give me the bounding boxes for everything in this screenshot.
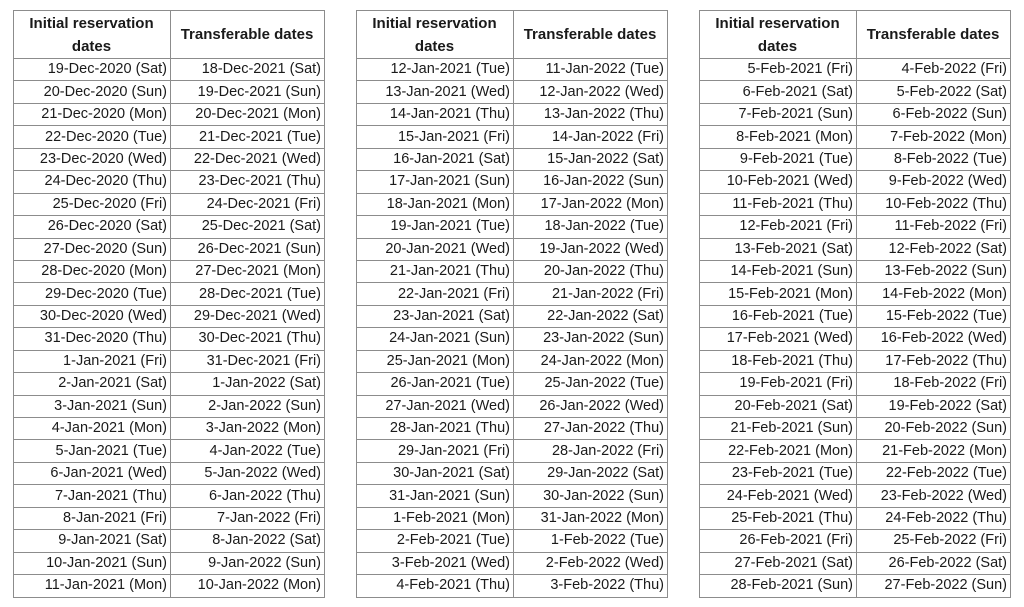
table-row (357, 216, 668, 238)
initial-date-cell: 22-Dec-2020 (Tue) (14, 126, 171, 148)
table-row (700, 126, 1011, 148)
table-row (357, 81, 668, 103)
table-body (357, 59, 668, 598)
table-row (14, 530, 325, 552)
transferable-date-cell: 26-Dec-2021 (Sun) (171, 238, 325, 260)
transferable-date-cell: 23-Feb-2022 (Wed) (857, 485, 1011, 507)
table-row (14, 103, 325, 125)
initial-date-cell: 21-Dec-2020 (Mon) (14, 103, 171, 125)
initial-date-cell: 28-Jan-2021 (Thu) (357, 418, 514, 440)
initial-date-cell: 7-Feb-2021 (Sun) (700, 103, 857, 125)
table-row (357, 328, 668, 350)
initial-date-cell: 31-Jan-2021 (Sun) (357, 485, 514, 507)
table-row (357, 395, 668, 417)
header-row (357, 11, 668, 59)
table-row (700, 260, 1011, 282)
transferable-date-cell: 25-Jan-2022 (Tue) (514, 373, 668, 395)
transferable-date-cell: 20-Feb-2022 (Sun) (857, 418, 1011, 440)
initial-date-cell: 22-Jan-2021 (Fri) (357, 283, 514, 305)
transferable-date-cell: 26-Feb-2022 (Sat) (857, 552, 1011, 574)
initial-date-cell: 6-Feb-2021 (Sat) (700, 81, 857, 103)
transferable-date-cell: 19-Feb-2022 (Sat) (857, 395, 1011, 417)
table-row (14, 395, 325, 417)
transferable-date-cell: 29-Dec-2021 (Wed) (171, 305, 325, 327)
table-row (357, 171, 668, 193)
table-row (14, 81, 325, 103)
transferable-date-cell: 24-Dec-2021 (Fri) (171, 193, 325, 215)
table-row (700, 328, 1011, 350)
table-row (357, 440, 668, 462)
table-row (357, 373, 668, 395)
transferable-dates-header: Transferable dates (857, 11, 1011, 59)
table-row (357, 575, 668, 597)
initial-date-cell: 4-Jan-2021 (Mon) (14, 418, 171, 440)
initial-date-cell: 24-Dec-2020 (Thu) (14, 171, 171, 193)
initial-date-cell: 29-Dec-2020 (Tue) (14, 283, 171, 305)
initial-date-cell: 28-Feb-2021 (Sun) (700, 575, 857, 597)
table-row (700, 148, 1011, 170)
initial-date-cell: 11-Jan-2021 (Mon) (14, 575, 171, 597)
transferable-date-cell: 2-Jan-2022 (Sun) (171, 395, 325, 417)
table-row (14, 283, 325, 305)
initial-date-cell: 18-Feb-2021 (Thu) (700, 350, 857, 372)
transferable-date-cell: 12-Feb-2022 (Sat) (857, 238, 1011, 260)
table-row (357, 260, 668, 282)
initial-date-cell: 16-Jan-2021 (Sat) (357, 148, 514, 170)
transferable-date-cell: 16-Feb-2022 (Wed) (857, 328, 1011, 350)
transferable-date-cell: 1-Jan-2022 (Sat) (171, 373, 325, 395)
initial-date-cell: 26-Feb-2021 (Fri) (700, 530, 857, 552)
transferable-date-cell: 31-Jan-2022 (Mon) (514, 507, 668, 529)
initial-date-cell: 3-Feb-2021 (Wed) (357, 552, 514, 574)
table-row (700, 59, 1011, 81)
initial-date-cell: 9-Jan-2021 (Sat) (14, 530, 171, 552)
transferable-date-cell: 19-Dec-2021 (Sun) (171, 81, 325, 103)
transferable-date-cell: 22-Dec-2021 (Wed) (171, 148, 325, 170)
transferable-date-cell: 29-Jan-2022 (Sat) (514, 462, 668, 484)
transferable-date-cell: 21-Jan-2022 (Fri) (514, 283, 668, 305)
initial-date-cell: 25-Dec-2020 (Fri) (14, 193, 171, 215)
initial-date-cell: 23-Dec-2020 (Wed) (14, 148, 171, 170)
table-row (700, 373, 1011, 395)
header-row (700, 11, 1011, 59)
transferable-dates-header: Transferable dates (171, 11, 325, 59)
transferable-date-cell: 14-Feb-2022 (Mon) (857, 283, 1011, 305)
initial-date-cell: 11-Feb-2021 (Thu) (700, 193, 857, 215)
table-row (14, 418, 325, 440)
table-row (357, 350, 668, 372)
initial-date-cell: 8-Feb-2021 (Mon) (700, 126, 857, 148)
initial-date-cell: 12-Jan-2021 (Tue) (357, 59, 514, 81)
transferable-date-cell: 23-Jan-2022 (Sun) (514, 328, 668, 350)
table-row (14, 440, 325, 462)
initial-date-cell: 21-Jan-2021 (Thu) (357, 260, 514, 282)
transferable-date-cell: 6-Jan-2022 (Thu) (171, 485, 325, 507)
table-row (14, 507, 325, 529)
table-row (700, 103, 1011, 125)
transferable-date-cell: 3-Jan-2022 (Mon) (171, 418, 325, 440)
transferable-date-cell: 10-Feb-2022 (Thu) (857, 193, 1011, 215)
table-row (14, 373, 325, 395)
transferable-date-cell: 3-Feb-2022 (Thu) (514, 575, 668, 597)
initial-date-cell: 26-Jan-2021 (Tue) (357, 373, 514, 395)
transferable-date-cell: 15-Feb-2022 (Tue) (857, 305, 1011, 327)
initial-date-cell: 22-Feb-2021 (Mon) (700, 440, 857, 462)
initial-date-cell: 7-Jan-2021 (Thu) (14, 485, 171, 507)
table-row (357, 103, 668, 125)
initial-date-cell: 2-Jan-2021 (Sat) (14, 373, 171, 395)
initial-date-cell: 19-Feb-2021 (Fri) (700, 373, 857, 395)
table-row (700, 395, 1011, 417)
date-table-2 (356, 10, 668, 598)
initial-date-cell: 14-Feb-2021 (Sun) (700, 260, 857, 282)
transferable-date-cell: 24-Jan-2022 (Mon) (514, 350, 668, 372)
transferable-date-cell: 19-Jan-2022 (Wed) (514, 238, 668, 260)
transferable-date-cell: 7-Jan-2022 (Fri) (171, 507, 325, 529)
table-row (700, 462, 1011, 484)
initial-date-cell: 3-Jan-2021 (Sun) (14, 395, 171, 417)
transferable-date-cell: 4-Feb-2022 (Fri) (857, 59, 1011, 81)
initial-date-cell: 27-Feb-2021 (Sat) (700, 552, 857, 574)
table-row (357, 283, 668, 305)
table-row (357, 485, 668, 507)
initial-date-cell: 24-Jan-2021 (Sun) (357, 328, 514, 350)
table-row (14, 305, 325, 327)
initial-date-cell: 20-Dec-2020 (Sun) (14, 81, 171, 103)
initial-date-cell: 6-Jan-2021 (Wed) (14, 462, 171, 484)
table-row (700, 171, 1011, 193)
transferable-date-cell: 30-Jan-2022 (Sun) (514, 485, 668, 507)
transferable-date-cell: 15-Jan-2022 (Sat) (514, 148, 668, 170)
transferable-date-cell: 1-Feb-2022 (Tue) (514, 530, 668, 552)
transferable-date-cell: 17-Jan-2022 (Mon) (514, 193, 668, 215)
initial-date-cell: 15-Jan-2021 (Fri) (357, 126, 514, 148)
transferable-date-cell: 7-Feb-2022 (Mon) (857, 126, 1011, 148)
transferable-date-cell: 20-Dec-2021 (Mon) (171, 103, 325, 125)
initial-date-cell: 27-Jan-2021 (Wed) (357, 395, 514, 417)
table-row (14, 59, 325, 81)
table-row (14, 126, 325, 148)
table-row (700, 216, 1011, 238)
table-row (357, 530, 668, 552)
initial-date-cell: 20-Feb-2021 (Sat) (700, 395, 857, 417)
initial-date-cell: 19-Jan-2021 (Tue) (357, 216, 514, 238)
table-row (357, 59, 668, 81)
transferable-date-cell: 5-Feb-2022 (Sat) (857, 81, 1011, 103)
transferable-date-cell: 27-Jan-2022 (Thu) (514, 418, 668, 440)
transferable-date-cell: 4-Jan-2022 (Tue) (171, 440, 325, 462)
table-row (700, 305, 1011, 327)
transferable-date-cell: 6-Feb-2022 (Sun) (857, 103, 1011, 125)
transferable-date-cell: 23-Dec-2021 (Thu) (171, 171, 325, 193)
transferable-date-cell: 24-Feb-2022 (Thu) (857, 507, 1011, 529)
date-table-1 (13, 10, 325, 598)
table-row (700, 193, 1011, 215)
transferable-date-cell: 8-Jan-2022 (Sat) (171, 530, 325, 552)
table-row (700, 238, 1011, 260)
transferable-date-cell: 10-Jan-2022 (Mon) (171, 575, 325, 597)
initial-date-cell: 12-Feb-2021 (Fri) (700, 216, 857, 238)
table-row (357, 126, 668, 148)
table-row (14, 148, 325, 170)
initial-date-cell: 30-Dec-2020 (Wed) (14, 305, 171, 327)
initial-date-cell: 5-Jan-2021 (Tue) (14, 440, 171, 462)
initial-date-cell: 5-Feb-2021 (Fri) (700, 59, 857, 81)
table-row (700, 440, 1011, 462)
table-row (357, 148, 668, 170)
date-table-3 (699, 10, 1011, 598)
table-row (14, 216, 325, 238)
initial-date-cell: 8-Jan-2021 (Fri) (14, 507, 171, 529)
initial-date-cell: 10-Feb-2021 (Wed) (700, 171, 857, 193)
initial-date-cell: 26-Dec-2020 (Sat) (14, 216, 171, 238)
transferable-dates-header: Transferable dates (514, 11, 668, 59)
transferable-date-cell: 17-Feb-2022 (Thu) (857, 350, 1011, 372)
table-row (700, 283, 1011, 305)
table-row (700, 552, 1011, 574)
transferable-date-cell: 13-Jan-2022 (Thu) (514, 103, 668, 125)
initial-date-cell: 27-Dec-2020 (Sun) (14, 238, 171, 260)
transferable-date-cell: 16-Jan-2022 (Sun) (514, 171, 668, 193)
initial-date-cell: 19-Dec-2020 (Sat) (14, 59, 171, 81)
initial-date-cell: 17-Jan-2021 (Sun) (357, 171, 514, 193)
initial-date-cell: 4-Feb-2021 (Thu) (357, 575, 514, 597)
initial-date-cell: 10-Jan-2021 (Sun) (14, 552, 171, 574)
initial-date-cell: 1-Feb-2021 (Mon) (357, 507, 514, 529)
initial-date-cell: 24-Feb-2021 (Wed) (700, 485, 857, 507)
table-row (700, 530, 1011, 552)
initial-date-cell: 15-Feb-2021 (Mon) (700, 283, 857, 305)
initial-date-cell: 9-Feb-2021 (Tue) (700, 148, 857, 170)
initial-reservation-header: Initial reservation dates (700, 11, 857, 59)
table-row (357, 507, 668, 529)
transferable-date-cell: 28-Jan-2022 (Fri) (514, 440, 668, 462)
transferable-date-cell: 18-Dec-2021 (Sat) (171, 59, 325, 81)
table-row (14, 328, 325, 350)
initial-date-cell: 25-Jan-2021 (Mon) (357, 350, 514, 372)
transferable-date-cell: 22-Feb-2022 (Tue) (857, 462, 1011, 484)
header-row (14, 11, 325, 59)
initial-date-cell: 18-Jan-2021 (Mon) (357, 193, 514, 215)
table-row (14, 238, 325, 260)
transferable-date-cell: 27-Dec-2021 (Mon) (171, 260, 325, 282)
transferable-date-cell: 20-Jan-2022 (Thu) (514, 260, 668, 282)
transferable-date-cell: 28-Dec-2021 (Tue) (171, 283, 325, 305)
transferable-date-cell: 21-Feb-2022 (Mon) (857, 440, 1011, 462)
initial-date-cell: 29-Jan-2021 (Fri) (357, 440, 514, 462)
transferable-date-cell: 26-Jan-2022 (Wed) (514, 395, 668, 417)
initial-date-cell: 16-Feb-2021 (Tue) (700, 305, 857, 327)
table-row (700, 485, 1011, 507)
table-row (700, 418, 1011, 440)
initial-date-cell: 14-Jan-2021 (Thu) (357, 103, 514, 125)
transferable-date-cell: 31-Dec-2021 (Fri) (171, 350, 325, 372)
initial-date-cell: 1-Jan-2021 (Fri) (14, 350, 171, 372)
transferable-date-cell: 27-Feb-2022 (Sun) (857, 575, 1011, 597)
table-row (14, 575, 325, 597)
initial-date-cell: 28-Dec-2020 (Mon) (14, 260, 171, 282)
table-row (14, 462, 325, 484)
table-row (357, 305, 668, 327)
initial-date-cell: 13-Jan-2021 (Wed) (357, 81, 514, 103)
table-row (700, 81, 1011, 103)
table-row (357, 462, 668, 484)
table-row (357, 193, 668, 215)
transferable-date-cell: 21-Dec-2021 (Tue) (171, 126, 325, 148)
initial-date-cell: 23-Jan-2021 (Sat) (357, 305, 514, 327)
table-row (700, 575, 1011, 597)
transferable-date-cell: 5-Jan-2022 (Wed) (171, 462, 325, 484)
initial-date-cell: 30-Jan-2021 (Sat) (357, 462, 514, 484)
transferable-date-cell: 2-Feb-2022 (Wed) (514, 552, 668, 574)
initial-date-cell: 23-Feb-2021 (Tue) (700, 462, 857, 484)
table-row (357, 418, 668, 440)
transferable-date-cell: 18-Feb-2022 (Fri) (857, 373, 1011, 395)
transferable-date-cell: 11-Jan-2022 (Tue) (514, 59, 668, 81)
table-row (357, 552, 668, 574)
initial-date-cell: 25-Feb-2021 (Thu) (700, 507, 857, 529)
transferable-date-cell: 11-Feb-2022 (Fri) (857, 216, 1011, 238)
initial-date-cell: 31-Dec-2020 (Thu) (14, 328, 171, 350)
initial-date-cell: 20-Jan-2021 (Wed) (357, 238, 514, 260)
table-row (14, 193, 325, 215)
table-body (14, 59, 325, 598)
transferable-date-cell: 25-Dec-2021 (Sat) (171, 216, 325, 238)
table-row (14, 260, 325, 282)
initial-date-cell: 2-Feb-2021 (Tue) (357, 530, 514, 552)
transferable-date-cell: 13-Feb-2022 (Sun) (857, 260, 1011, 282)
transferable-date-cell: 18-Jan-2022 (Tue) (514, 216, 668, 238)
table-row (700, 350, 1011, 372)
table-row (14, 552, 325, 574)
initial-date-cell: 17-Feb-2021 (Wed) (700, 328, 857, 350)
initial-date-cell: 21-Feb-2021 (Sun) (700, 418, 857, 440)
initial-reservation-header: Initial reservation dates (14, 11, 171, 59)
transferable-date-cell: 9-Feb-2022 (Wed) (857, 171, 1011, 193)
transferable-date-cell: 12-Jan-2022 (Wed) (514, 81, 668, 103)
transferable-date-cell: 9-Jan-2022 (Sun) (171, 552, 325, 574)
transferable-date-cell: 30-Dec-2021 (Thu) (171, 328, 325, 350)
table-row (357, 238, 668, 260)
table-row (14, 171, 325, 193)
initial-reservation-header: Initial reservation dates (357, 11, 514, 59)
initial-date-cell: 13-Feb-2021 (Sat) (700, 238, 857, 260)
table-row (700, 507, 1011, 529)
transferable-date-cell: 25-Feb-2022 (Fri) (857, 530, 1011, 552)
transferable-date-cell: 8-Feb-2022 (Tue) (857, 148, 1011, 170)
transferable-date-cell: 22-Jan-2022 (Sat) (514, 305, 668, 327)
table-row (14, 485, 325, 507)
transferable-date-cell: 14-Jan-2022 (Fri) (514, 126, 668, 148)
table-row (14, 350, 325, 372)
table-body (700, 59, 1011, 598)
